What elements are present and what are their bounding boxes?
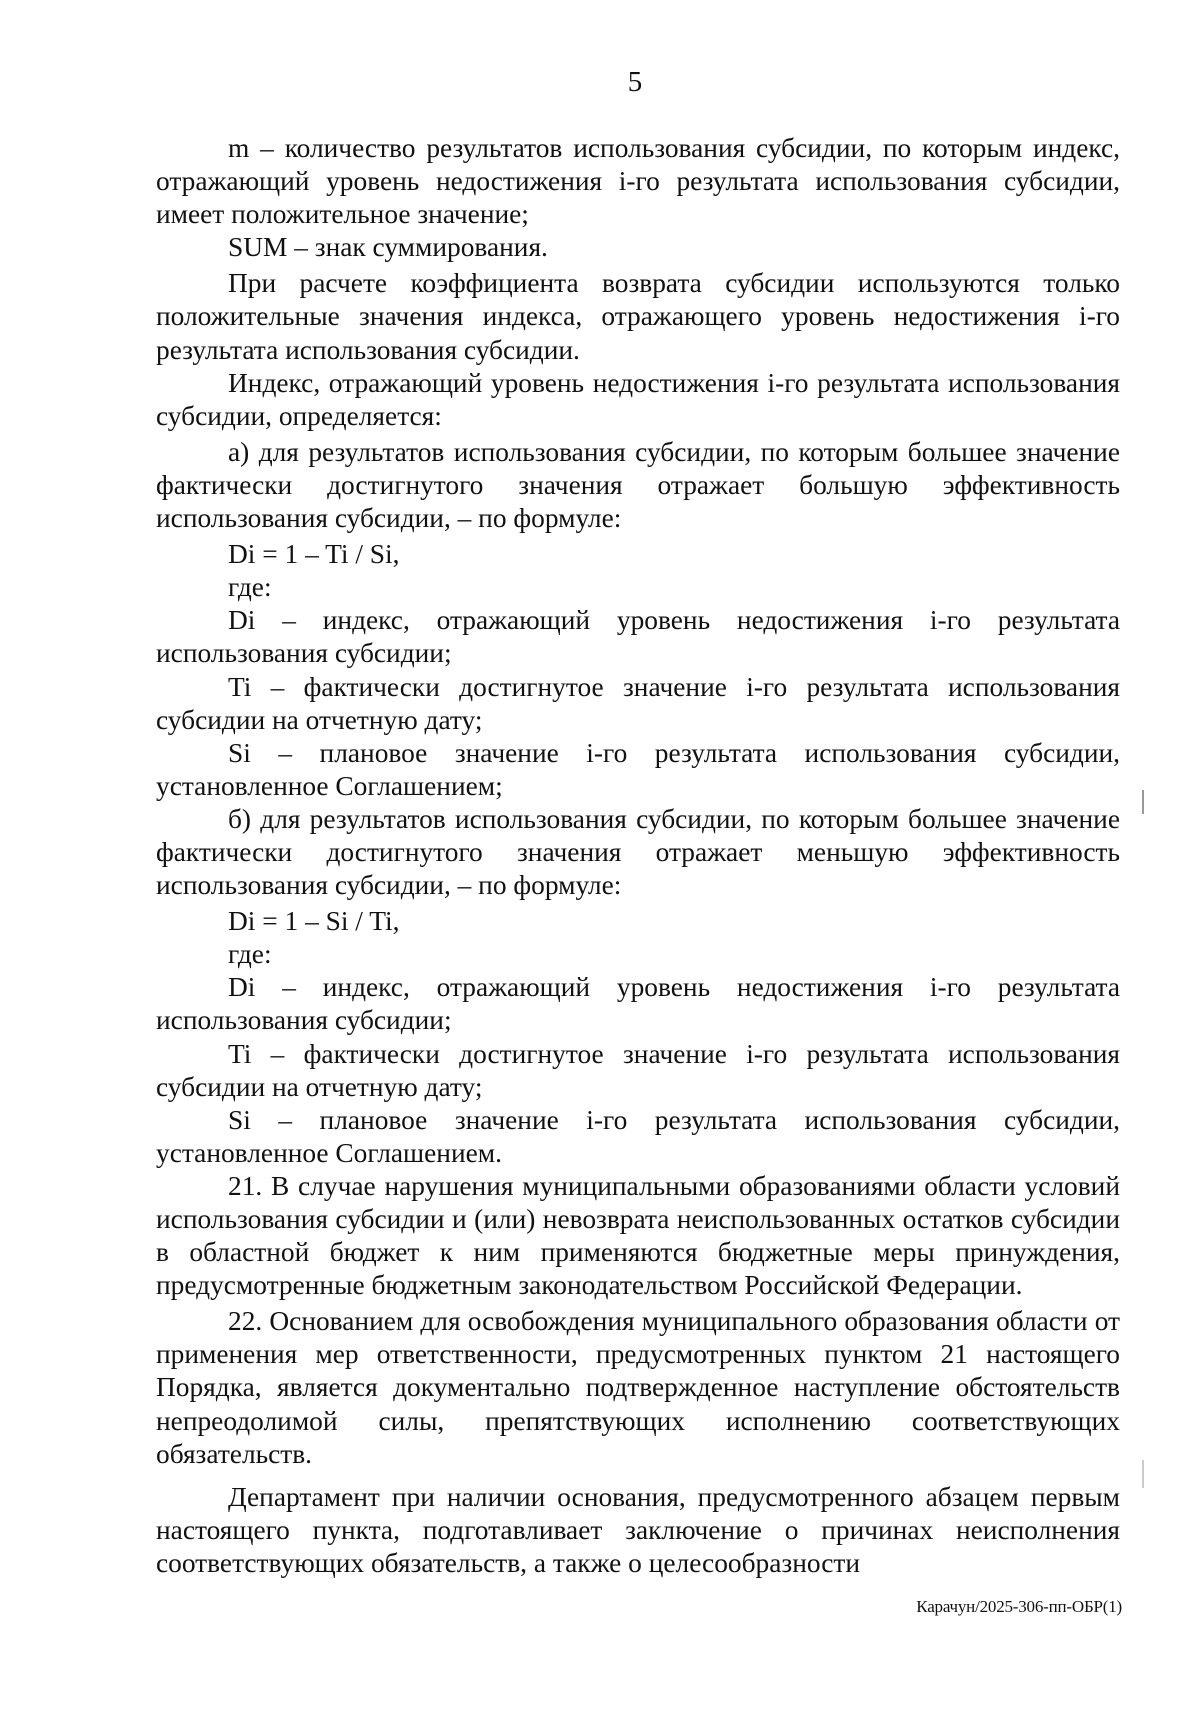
formula-a: Di = 1 – Ti / Si, — [228, 539, 400, 570]
page-number: 5 — [627, 66, 643, 98]
paragraph-item-22: 22. Основанием для освобождения муниципального образования области от применения мер ответственности, предусмотренных пунктом 21 настоящего Порядка, является документально подтвержденное наступление обстоятельств непреодолимой силы, препятствующих исполнению соответствующих обязательств. — [156, 1306, 1120, 1469]
paragraph-index-intro: Индекс, отражающий уровень недостижения i-го результата использования субсидии, определяется: — [156, 367, 1120, 431]
paragraph-di-definition-b: Di – индекс, отражающий уровень недостижения i-го результата использования субсидии; — [156, 972, 1120, 1036]
paragraph-item-21: 21. В случае нарушения муниципальными образованиями области условий использования субсидии и (или) невозврата неиспользованных остатков субсидии в областной бюджет к ним применяются бюджетные меры принуждения, предусмотренные бюджетным законодательством Российской Федерации. — [156, 1170, 1120, 1301]
paragraph-m-definition: m – количество результатов использования субсидии, по которым индекс, отражающий уровень недостижения i-го результата использования субсидии, имеет положительное значение; — [156, 133, 1120, 230]
document-body — [156, 132, 1120, 1580]
paragraph-di-definition-a: Di – индекс, отражающий уровень недостижения i-го результата использования субсидии; — [156, 605, 1120, 669]
paragraph-department: Департамент при наличии основания, предусмотренного абзацем первым настоящего пункта, подготавливает заключение о причинах неисполнения соответствующих обязательств, а также о целесообразности — [156, 1481, 1120, 1578]
paragraph-sum-definition: SUM – знак суммирования. — [228, 232, 548, 263]
paragraph-ti-definition-b: Ti – фактически достигнутое значение i-го результата использования субсидии на отчетную дату; — [156, 1038, 1120, 1102]
paragraph-si-definition-b: Si – плановое значение i-го результата использования субсидии, установленное Соглашением. — [156, 1104, 1120, 1168]
paragraph-positive-values: При расчете коэффициента возврата субсидии используются только положительные значения индекса, отражающего уровень недостижения i-го результата использования субсидии. — [156, 268, 1120, 365]
paragraph-case-a: а) для результатов использования субсидии, по которым большее значение фактически достигнутого значения отражает большую эффективность использования субсидии, – по формуле: — [156, 436, 1120, 534]
paragraph-ti-definition-a: Ti – фактически достигнутое значение i-го результата использования субсидии на отчетную дату; — [156, 671, 1120, 735]
document-code: Карачун/2025-306-пп-ОБР(1) — [916, 1597, 1122, 1616]
paragraph-case-b: б) для результатов использования субсидии, по которым большее значение фактически достигнутого значения отражает меньшую эффективность использования субсидии, – по формуле: — [156, 803, 1120, 901]
paragraph-si-definition-a: Si – плановое значение i-го результата использования субсидии, установленное Соглашением; — [156, 737, 1120, 801]
scan-artifact-line — [1142, 1460, 1144, 1488]
paragraph-where-b: где: — [228, 939, 272, 970]
formula-b: Di = 1 – Si / Ti, — [228, 906, 400, 937]
paragraph-where-a: где: — [228, 572, 272, 603]
scan-artifact-line — [1142, 790, 1144, 814]
